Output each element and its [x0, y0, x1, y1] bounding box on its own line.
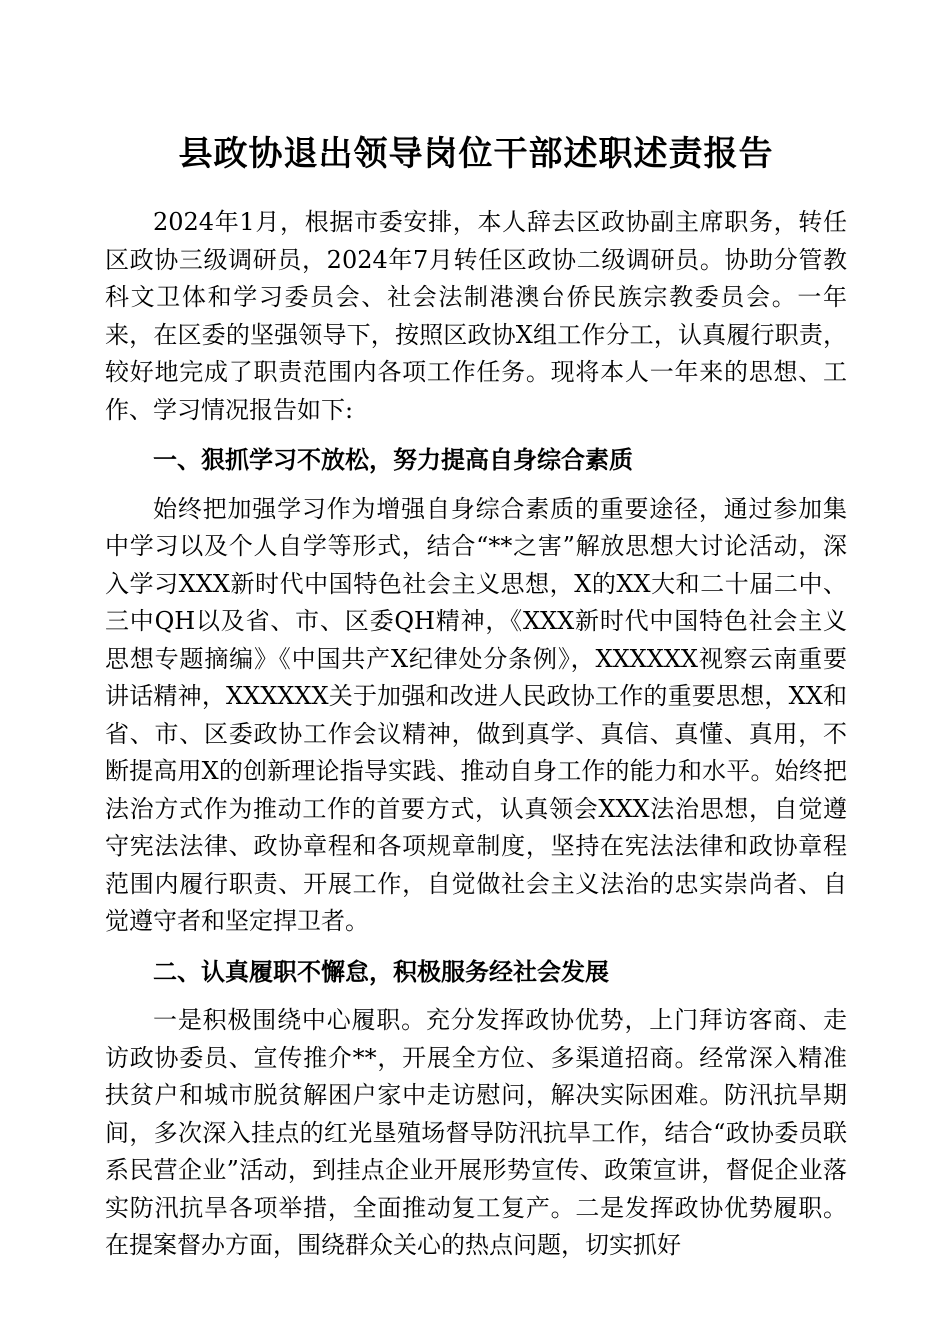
- section-1-heading: 一、狠抓学习不放松，努力提高自身综合素质: [153, 445, 633, 474]
- section-2-body: 一是积极围绕中心履职。充分发挥政协优势，上门拜访客商、走访政协委员、宣传推介**，开展全方位、多渠道招商。经常深入精准扶贫户和城市脱贫解困户家中走访慰问，解决实际困难。防汛抗旱期间，多次深入挂点的红光垦殖场督导防汛抗旱工作，结合“政协委员联系民营企业”活动，到挂点企业开展形势宣传、政策宣讲，督促企业落实防汛抗旱各项举措，全面推动复工复产。二是发挥政协优势履职。在提案督办方面，围绕群众关心的热点问题，切实抓好: [105, 1006, 847, 1259]
- intro-paragraph: 2024年1月，根据市委安排，本人辞去区政协副主席职务，转任区政协三级调研员，2024年7月转任区政协二级调研员。协助分管教科文卫体和学习委员会、社会法制港澳台侨民族宗教委员会。一年来，在区委的坚强领导下，按照区政协X组工作分工，认真履行职责，较好地完成了职责范围内各项工作任务。现将本人一年来的思想、工作、学习情况报告如下:: [105, 208, 847, 424]
- section-2-heading: 二、认真履职不懈怠，积极服务经社会发展: [153, 956, 609, 986]
- document-title: 县政协退出领导岗位干部述职述责报告: [178, 134, 774, 174]
- document-page: [105, 128, 847, 1265]
- section-1-body: 始终把加强学习作为增强自身综合素质的重要途径，通过参加集中学习以及个人自学等形式，结合“**之害”解放思想大讨论活动，深入学习XXX新时代中国特色社会主义思想，X的XX大和二十届二中、三中QH以及省、市、区委QH精神，《XXX新时代中国特色社会主义思想专题摘编》《中国共产X纪律处分条例》，XXXXXX视察云南重要讲话精神，XXXXXX关于加强和改进人民政协工作的重要思想，XX和省、市、区委政协工作会议精神，做到真学、真信、真懂、真用，不断提高用X的创新理论指导实践、推动自身工作的能力和水平。始终把法治方式作为推动工作的首要方式，认真领会XXX法治思想，自觉遵守宪法法律、政协章程和各项规章制度，坚持在宪法法律和政协章程范围内履行职责、开展工作，自觉做社会主义法治的忠实崇尚者、自觉遵守者和坚定捍卫者。: [105, 494, 847, 935]
